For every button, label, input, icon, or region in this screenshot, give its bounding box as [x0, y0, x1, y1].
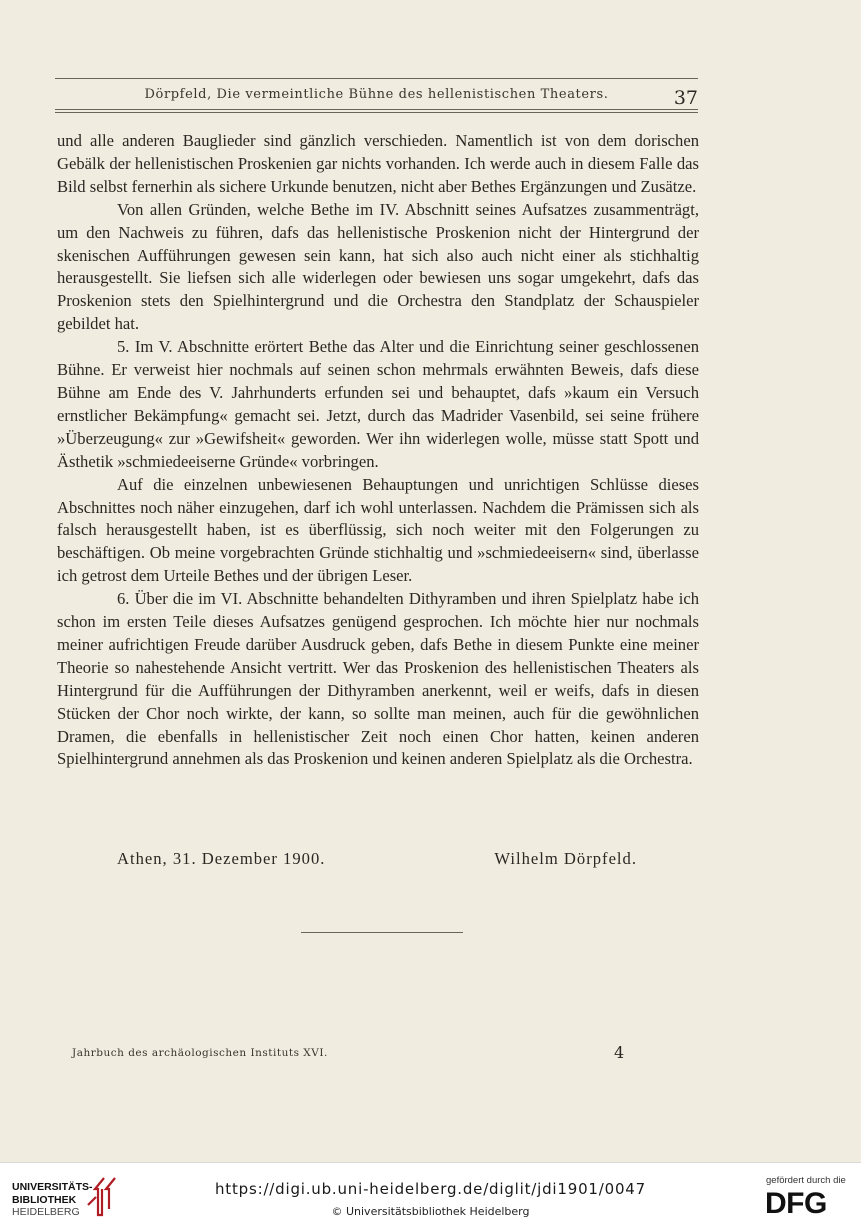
author-name: Wilhelm Dörpfeld. — [494, 849, 637, 868]
copyright-notice: © Universitätsbibliothek Heidelberg — [331, 1205, 530, 1218]
place-date: Athen, 31. Dezember 1900. — [117, 849, 326, 868]
paragraph: 5. Im V. Abschnitte erörtert Bethe das Alter und die Einrichtung seiner geschlossenen Bühne. Er verweist hier nochmals auf seinen schon mehrmals erwähnten Beweis, dafs diese Bühne am Ende des V. Jahrhunderts erfunden sei und behauptet, dafs »kaum ein Versuch ernstlicher Bekämpfung« gemacht sei. Jetzt, durch das Madrider Vasenbild, sei seine frühere »Überzeugung« zur »Gewifsheit« geworden. Wer ihn widerlegen wolle, müsse statt Spott und Ästhetik »schmiedeeiserne Gründe« vorbringen. — [57, 337, 699, 471]
paragraph: Auf die einzelnen unbewiesenen Behauptungen und unrichtigen Schlüsse dieses Abschnittes noch näher einzugehen, darf ich wohl unterlassen. Nachdem die Prämissen sich als falsch herausgestellt haben, ist es überflüssig, sich noch weiter mit den Folgerungen zu beschäftigen. Ob meine vorgebrachten Gründe stichhaltig und »schmiedeeisern« sind, überlasse ich getrost dem Urteile Bethes und der übrigen Leser. — [57, 474, 699, 586]
header-rule-top — [55, 78, 698, 79]
library-name[interactable]: UNIVERSITÄTS- BIBLIOTHEK HEIDELBERG — [12, 1181, 93, 1218]
page-number: 37 — [673, 87, 698, 109]
viewer-footer-bar — [0, 1162, 861, 1229]
dfg-logo[interactable]: DFG — [765, 1187, 827, 1220]
header-rule-bottom-1 — [55, 109, 698, 110]
funded-by-label: gefördert durch die — [766, 1175, 846, 1186]
end-divider — [301, 932, 463, 933]
footer-signature-mark: Jahrbuch des archäologischen Instituts XVI. — [72, 1047, 328, 1059]
paragraph: Von allen Gründen, welche Bethe im IV. Abschnitt seines Aufsatzes zusammenträgt, um den Nachweis zu führen, dafs das hellenistische Proskenion nicht der Hintergrund der skenischen Aufführungen gewesen sein kann, hat sich also auch nicht einer als stichhaltig herausgestellt. Sie liefsen sich alle widerlegen oder bewiesen uns sogar umgekehrt, dafs das Proskenion stets den Spielhintergrund und die Orchestra den Standplatz der Schauspieler gebildet hat. — [57, 199, 699, 334]
header-rule-bottom-2 — [55, 112, 698, 113]
footer-sheet-number: 4 — [614, 1043, 625, 1062]
paragraph: 6. Über die im VI. Abschnitte behandelten Dithyramben und ihren Spielplatz habe ich schon im ersten Teile dieses Aufsatzes genügend gesprochen. Ich möchte hier nur nochmals meiner aufrichtigen Freude darüber Ausdruck geben, dafs Bethe in diesem Punkte eine meiner Theorie so nahestehende Ansicht vertritt. Wer das Proskenion des hellenistischen Theaters als Hintergrund für die Aufführungen der Dithyramben anerkennt, weil er weifs, dafs in diesen Stücken der Chor noch wirkte, der kann, so sollte man meinen, auch für die gewöhnlichen Dramen, die ebenfalls in hellenistischer Zeit noch einen Chor hatten, keinen anderen Spielhintergrund annehmen als das Proskenion und keinen anderen Spielplatz als die Orchestra. — [57, 589, 699, 769]
paragraph: und alle anderen Bauglieder sind gänzlich verschieden. Namentlich ist von dem dorischen Gebälk der hellenistischen Proskenien gar nichts vorhanden. Ich werde auch in diesem Falle das Bild selbst fernerhin als sichere Urkunde benutzen, nicht aber Bethes Ergänzungen und Zusätze. — [57, 131, 699, 196]
permalink-url[interactable]: https://digi.ub.uni-heidelberg.de/diglit/jdi1901/0047 — [214, 1180, 646, 1198]
body-text — [57, 130, 699, 771]
running-head: Dörpfeld, Die vermeintliche Bühne des hellenistischen Theaters. — [144, 87, 609, 102]
